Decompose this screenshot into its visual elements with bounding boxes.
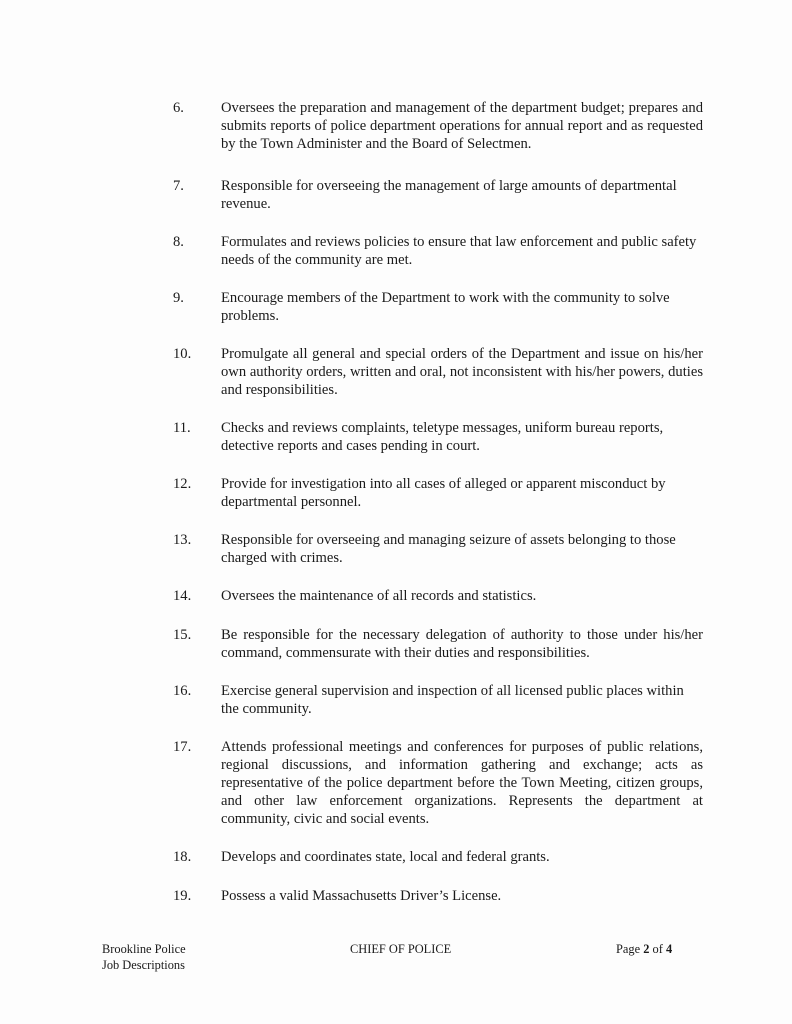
list-item [173, 626, 703, 662]
page-total: 4 [665, 942, 673, 956]
item-text: Oversees the preparation and management of the department budget; prepares and submits reports of police department operations for annual report and as requested by the Town Administer and the Board of Selectmen. [221, 100, 703, 152]
list-item [173, 177, 703, 213]
item-text: Exercise general supervision and inspection of all licensed public places within the community. [221, 683, 684, 717]
list-item [173, 587, 703, 605]
item-number: 13. [173, 532, 192, 548]
item-text: Oversees the maintenance of all records and statistics. [221, 588, 537, 604]
item-number: 10. [173, 346, 192, 362]
list-item [173, 99, 703, 153]
page-label: Page [616, 942, 641, 956]
item-text: Develops and coordinates state, local and federal grants. [221, 849, 550, 865]
item-text: Checks and reviews complaints, teletype messages, uniform bureau reports, detective reports and cases pending in court. [221, 420, 664, 454]
item-number: 11. [173, 420, 191, 436]
list-item [173, 738, 703, 828]
item-number: 8. [173, 234, 184, 250]
item-number: 9. [173, 290, 184, 306]
item-text: Encourage members of the Department to work with the community to solve problems. [221, 290, 670, 324]
item-number: 12. [173, 476, 192, 492]
footer-department-line2: Job Descriptions [102, 958, 185, 972]
item-number: 19. [173, 888, 192, 904]
footer-department-line1: Brookline Police [102, 942, 186, 956]
list-item [173, 233, 703, 269]
list-item [173, 419, 703, 455]
item-number: 6. [173, 100, 184, 116]
page-current: 2 [643, 942, 650, 956]
page-number [616, 941, 726, 957]
list-item [173, 345, 703, 399]
item-number: 7. [173, 178, 184, 194]
list-item [173, 887, 703, 905]
item-number: 16. [173, 683, 192, 699]
item-text: Be responsible for the necessary delegation of authority to those under his/her command, commensurate with their duties and responsibilities. [221, 627, 703, 661]
list-item [173, 531, 703, 567]
list-item [173, 475, 703, 511]
list-item [173, 289, 703, 325]
duties-list [173, 99, 703, 905]
item-text: Responsible for overseeing and managing seizure of assets belonging to those charged with crimes. [221, 532, 676, 566]
item-text: Responsible for overseeing the management of large amounts of departmental revenue. [221, 178, 677, 212]
item-number: 17. [173, 739, 192, 755]
item-text: Possess a valid Massachusetts Driver’s License. [221, 888, 502, 904]
item-text: Attends professional meetings and conferences for purposes of public relations, regional discussions, and information gathering and exchange; acts as representative of the police department before the Town Meeting, citizen groups, and other law enforcement organizations. Represents the department at community, civic and social events. [221, 739, 703, 827]
footer-department [102, 941, 252, 973]
item-number: 18. [173, 849, 192, 865]
item-number: 14. [173, 588, 192, 604]
item-text: Provide for investigation into all cases of alleged or apparent misconduct by departmental personnel. [221, 476, 666, 510]
list-item [173, 848, 703, 866]
page-of: of [652, 942, 663, 956]
item-number: 15. [173, 627, 192, 643]
item-text: Formulates and reviews policies to ensure that law enforcement and public safety needs of the community are met. [221, 234, 697, 268]
list-item [173, 682, 703, 718]
footer-title: CHIEF OF POLICE [350, 942, 452, 956]
item-text: Promulgate all general and special orders of the Department and issue on his/her own authority orders, written and oral, not inconsistent with his/her powers, duties and responsibilities. [221, 346, 703, 398]
